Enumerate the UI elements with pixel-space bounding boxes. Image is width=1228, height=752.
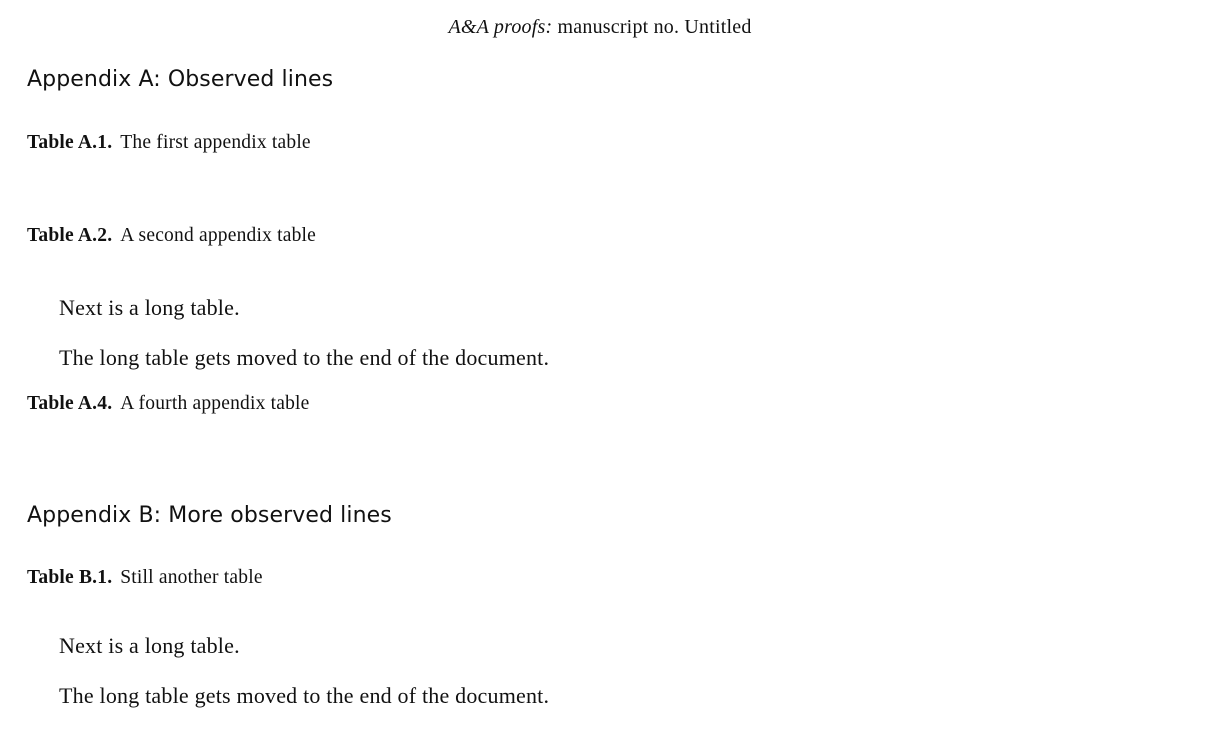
table-a2-text: A second appendix table [120,225,317,246]
table-a1-caption [27,132,311,154]
table-a1-label: Table A.1. [27,132,113,153]
appendix-a-paragraph-2: The long table gets moved to the end of the document. [59,345,550,370]
appendix-b-paragraph-2: The long table gets moved to the end of the document. [59,683,550,708]
appendix-b-paragraph-1: Next is a long table. [59,633,240,658]
table-a2-label: Table A.2. [27,225,113,246]
table-a1-text: The first appendix table [120,132,311,153]
appendix-a-paragraph-1: Next is a long table. [59,295,240,320]
table-a4-caption [27,393,310,415]
appendix-b-heading: Appendix B: More observed lines [27,503,392,528]
table-a4-label: Table A.4. [27,393,113,414]
appendix-a-heading: Appendix A: Observed lines [27,67,334,92]
table-b1-caption [27,567,263,589]
table-b1-label: Table B.1. [27,567,113,588]
journal-name: A&A proofs: [448,16,553,38]
running-head [0,16,1200,39]
table-a2-caption [27,225,316,247]
table-a4-text: A fourth appendix table [120,393,310,414]
manuscript-number: manuscript no. Untitled [557,16,752,38]
table-b1-text: Still another table [120,567,263,588]
